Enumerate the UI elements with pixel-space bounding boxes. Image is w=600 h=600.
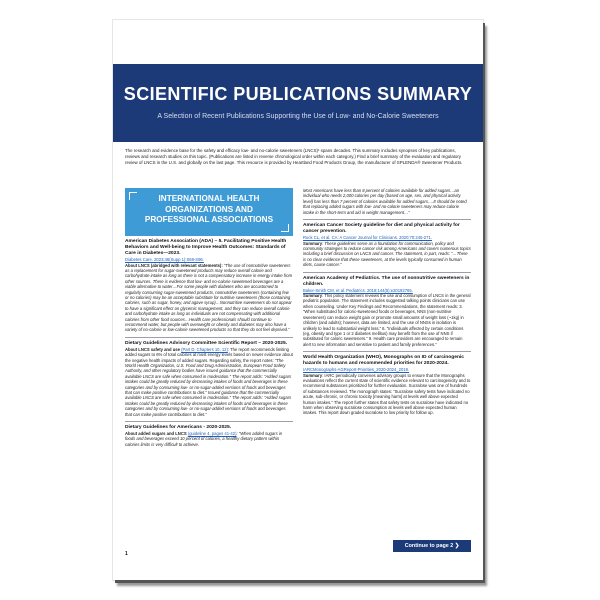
section-header-box [125, 188, 293, 236]
entry-quote-ada: “The use of nonnutritive sweeteners as a replacement for sugar-sweetened products may reduce overall calorie and carbohydrate intake as long as there is not a compensatory increase in energy intake from other sources. There is evidence that low- and no-calorie sweetened beverages are a viable alternative to water…For some people with diabetes who are accustomed to regularly consuming sugar-sweetened products, nonnutritive sweeteners (containing few or no calories) may be an acceptable substitute for nutritive sweeteners (those containing calories, such as sugar, honey, and agave syrup)…Nonnutritive sweeteners do not appear to have a significant effect on glycemic management, and they can reduce overall calorie and carbohydrate intake as long as individuals are not compensating with additional calories from other food sources…Health care professionals should continue to recommend water, but people with overweight or obesity and diabetes may also have a variety of no-calorie or low-calorie sweetened products so that they do not feel deprived.” [125, 262, 293, 333]
bracket-top-left-icon [129, 192, 137, 200]
entry-quote-dga: : “When added sugars in foods and beverages exceed 10 percent of calories, a healthy dietary pattern within calories limits is very difficult to achieve. [125, 431, 283, 447]
entry-text-acs: : These guidelines serve as a foundation for communication, policy and community strategies to reduce cancer risk among Americans and covers numerous topics including a brief discussion on LNCS and cancer. The statement, in part, reads: “…There is no clear evidence that these sweeteners, at the levels typically consumed in human diets, cause cancer.” [303, 240, 471, 268]
entry-label-acs: Summary [303, 240, 323, 246]
entry-label-who: Summary [303, 372, 323, 378]
entry-title-dgac: Dietary Guidelines Advisory Committee Scientific Report – 2020-2025. [125, 340, 288, 346]
entry-title-aap: American Academy of Pediatrics. The use of nonnutritive sweeteners in children. [303, 275, 470, 287]
continued-quote: Most Americans have less than 8 percent of calories available for added sugars…an individual who needs 2,000 calories per day (based on age, sex, and physical activity level) has less than 7 percent of calories available for added sugars….It should be noted that replacing added sugars with low- and no-calorie sweeteners may reduce calorie intake in the short-term and aid in weight management…” [303, 188, 467, 215]
divider [125, 421, 293, 422]
entry-text-aap: : This policy statement reviews the use and consumption of LNCS in the general pediatric population. The statement includes suggested talking points clinicians can use when counseling. Under Key Findings and Recommendations, the statement reads: 3. “When substituted for caloric-sweetened foods or beverages, NNS (non-nutritive sweeteners) can reduce weight gain or promote small amounts of weight loss (~1kg) in children (and adults); however, data are limited, and the use of NNSs in isolation is unlikely to lead to substantial weight loss.” 6. “Individuals affected by certain conditions (eg, obesity and type 1 or 2 diabetes mellitus) may benefit from the use of NNS if substituted for caloric sweeteners.” 9. Health care providers are encouraged to remain alert to new information and sensitive to patient and family preferences.” [303, 293, 471, 347]
header-band [113, 64, 483, 142]
page-title: SCIENTIFIC PUBLICATIONS SUMMARY [123, 84, 473, 104]
right-column [303, 188, 471, 416]
page-subtitle: A Selection of Recent Publications Supporting the Use of Low- and No-Calorie Sweeteners [157, 113, 439, 120]
entry-link-acs[interactable]: Rock CL, et al. CA: A Cancer Journal for Clinicians. 2020;70:245-271. [303, 235, 432, 241]
entry-body-acs [303, 241, 471, 268]
divider [303, 219, 471, 220]
entry-title-ada: American Diabetes Association (ADA) – 5. Facilitating Positive Health Behaviors and Well-being to Improve Health Outcomes: Standards of Care in Diabetes—2023. [125, 239, 287, 256]
entry-label-aap: Summary [303, 293, 323, 299]
entry-label-dgac: About LNCS safety and use [125, 346, 180, 352]
entry-body-ada [125, 263, 293, 333]
entry-body-who [303, 373, 471, 416]
left-column [125, 188, 293, 447]
entry-link-who[interactable]: IARCMonographs-AGReport-Priorities_2020-2024_2019. [303, 367, 410, 373]
section-title: INTERNATIONAL HEALTH ORGANIZATIONS AND PROFESSIONAL ASSOCIATIONS [144, 194, 274, 224]
divider [303, 272, 471, 273]
entry-text-who: : IARC periodically convenes advisory groups to ensure that the Monographs evaluations reflect the current state of scientific evidence relevant to carcinogenicity and to recommend substances prioritized for further evaluation. Sucralose was one of hundreds of substances reviewed. The monograph states: “Sucralose safety tests have indicated no acute, sub-chronic, or chronic toxicity [meaning harm] at levels well above expected human intakes.” The report further states that safety tests on sucralose have indicated no harm when observing sucralose consumption at levels well above expected human intakes. This report down graded sucralose to low priority for follow up. [303, 372, 471, 416]
entry-label-ada: About LNCS (abridged with relevant statements): [125, 262, 223, 268]
entry-title-who: World Health Organization (WHO), Monographs on ID of carcinogenic hazards to humans and recommended priorities for 2020-2024. [303, 355, 465, 367]
intro-paragraph: The research and evidence base for the safety and efficacy low- and no-calorie sweeteners (LNCS)¹ spans decades. This summary includes synopses of key publications, reviews and research studies on this topic. (Publications are listed in reverse chronological order within each category.) Find a brief summary of the evaluation and regulatory review of LNCS in the U.S. and globally on the last page. This resource is provided by Heartland Food Products Group, the manufacturer of SPLENDA® Sweetener Products. [125, 148, 463, 165]
entry-title-acs: American Cancer Society guideline for diet and physical activity for cancer prevention. [303, 223, 460, 235]
entry-text-dgac: : The report recommends limiting added sugars to 6% of total calories at most energy levels based on newer evidence about the negative health impacts of added sugars. Regarding safety, the report notes: [125, 346, 293, 363]
continue-button[interactable]: Continue to page 2 ❯ [393, 540, 471, 552]
divider [303, 351, 471, 352]
bracket-bottom-right-icon [281, 224, 289, 232]
entry-label-dga: About added sugars and LNCS [125, 431, 187, 437]
page-number: 1 [125, 551, 128, 557]
entry-quote-dgac: “The World Health Organization, U.S. Food and Drug Administration, European Food Safety Authority, and other regulatory bodies have issued guidance that the commercially available LNCS are safe when consumed in moderation.” The report adds: “Added sugars intakes could be greatly reduced by decreasing intakes of foods and beverages in these categories and by consuming low- or no-sugar-added versions of foods and beverages that can make positive contributions to diet.” Issued guidance that the commercially available LNCS are safe when consumed in moderation.” The report adds: “Added sugars intakes could be greatly reduced by decreasing intakes of foods and beverages in these categories and by consuming low- or no-sugar-added versions of foods and beverages that can make positive contributions to diet.” [125, 357, 292, 417]
entry-link-dga[interactable]: (guideline 4, pages 41-42) [187, 431, 237, 437]
entry-link-aap[interactable]: Baker-Smith CM, et al. Pediatrics. 2019;144(5):e20192765. [303, 287, 413, 293]
divider [125, 337, 293, 338]
entry-body-dga [125, 431, 293, 447]
entry-body-dgac [125, 347, 293, 417]
entry-link-dgac[interactable]: (Part D. Chapters 10, 12) [181, 346, 228, 352]
entry-link-ada[interactable]: Diabetes Care. 2023;46(Supp 1):S68-S96. [125, 257, 204, 262]
document-page [113, 20, 483, 580]
entry-title-dga: Dietary Guidelines for Americans - 2020-2025. [125, 425, 232, 431]
entry-body-aap [303, 293, 471, 347]
